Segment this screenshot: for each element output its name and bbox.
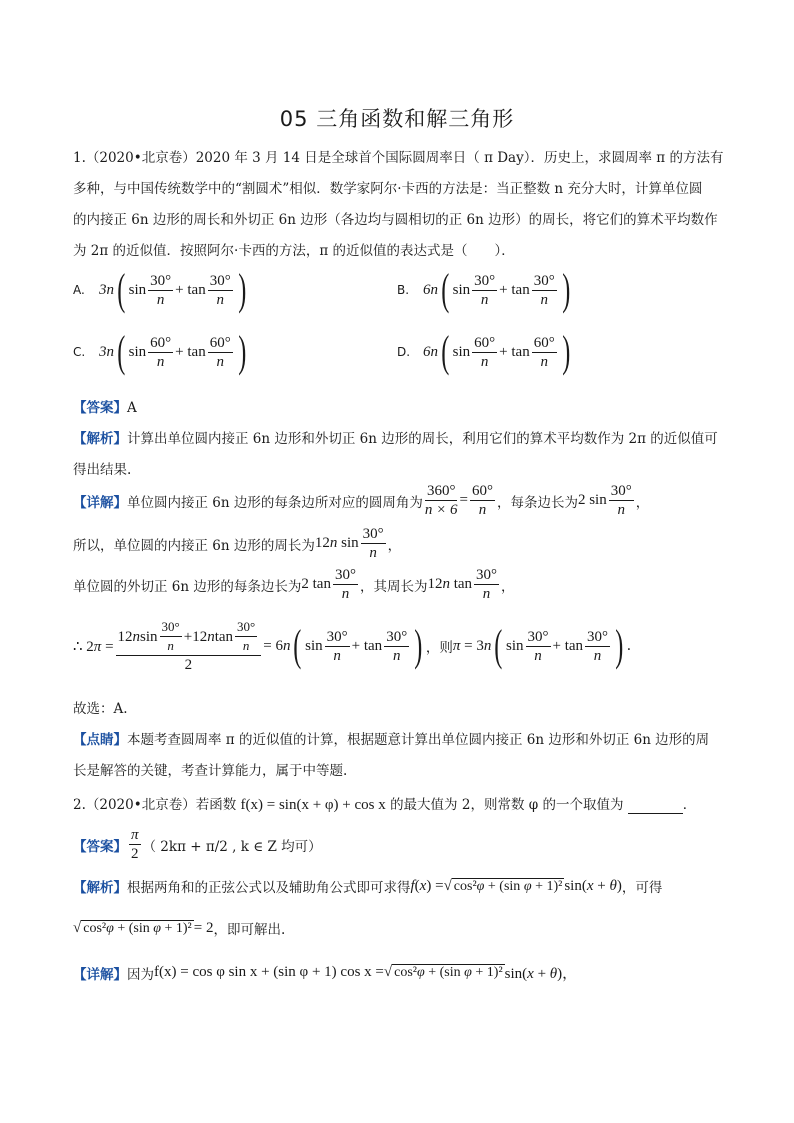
detail-text-4mid: ，则 [425, 640, 453, 656]
q2-analysis-text-1b: ，可得 [621, 880, 663, 896]
q2-answer-tag: 【答案】 [73, 838, 127, 855]
option-c[interactable]: C. 3n ( sin $\frac{60^\circ}{n}$ + tan $\frac{60^\circ}{n}$ ) [73, 327, 247, 376]
option-b[interactable]: B. 6n ( sin $\frac{30^\circ}{n}$ + tan $\frac{30^\circ}{n}$ ) [397, 265, 571, 314]
option-d-deg-1: 60° [474, 334, 496, 351]
answer-tag: 【答案】 [73, 400, 127, 416]
q1-detail-1: 【详解】 单位圆内接正 6n 边形的每条边所对应的圆周角为 $\frac{360^\circ}{n \times 6}$ = $\frac{60^\circ}{n}$ ，每条边长为 2 sin $\frac{30^\circ}{n}$ ， [73, 483, 650, 518]
analysis-tag: 【解析】 [73, 431, 127, 447]
q1-analysis [73, 427, 718, 447]
option-c-label: C. [73, 345, 86, 359]
detail-text-2: 所以，单位圆的内接正 6n 边形的周长为 [73, 537, 315, 554]
q1-line-4: 为 2π 的近似值．按照阿尔·卡西的方法，π 的近似值的表达式是（ ）． [73, 243, 515, 259]
q2-answer-note: （ 2kπ + π/2 , k ∈ Z 均可） [142, 838, 322, 855]
q2-text-1b: 的最大值为 2，则常数 φ 的一个取值为 [390, 797, 624, 813]
q2-detail-tag: 【详解】 [73, 966, 127, 983]
note-tag: 【点睛】 [73, 732, 127, 748]
detail-tag: 【详解】 [73, 494, 127, 511]
option-a-coef: 3n [99, 281, 114, 298]
answer-blank[interactable] [628, 799, 683, 814]
q2-detail-expr: f(x) = cos φ sin x + (sin φ + 1) cos x = [154, 964, 384, 980]
q2-func: f(x) = sin(x + φ) + cos x [240, 797, 386, 813]
q1-line-3: 的内接正 6n 边形的周长和外切正 6n 边形（各边均与圆相切的正 6n 边形）的周长，将它们的算术平均数作 [73, 212, 718, 228]
q2-analysis-text-2b: ，即可解出. [213, 922, 286, 938]
option-a-deg-2: 30° [209, 272, 231, 289]
page-title: 05 三角函数和解三角形 [279, 107, 515, 131]
detail-text-1b: ，每条边长为 [496, 494, 578, 511]
q1-detail-3: 单位圆的外切正 6n 边形的每条边长为 2 tan $\frac{30^\circ}{n}$ ，其周长为 12n tan $\frac{30^\circ}{n}$ ， [73, 567, 515, 602]
option-b-coef: 6n [423, 281, 438, 298]
q1-line-2: 多种，与中国传统数学中的“割圆术”相似．数学家阿尔·卡西的方法是：当正整数 n 充分大时，计算单位圆 [73, 181, 703, 197]
q1-answer [73, 396, 137, 416]
q1-detail-2: 所以，单位圆的内接正 6n 边形的周长为 12n sin $\frac{30^\circ}{n}$ ， [73, 526, 402, 561]
q1-note [73, 728, 709, 748]
detail-text-3b: ，其周长为 [359, 578, 428, 595]
q2-analysis-2: √ cos²φ + (sin φ + 1)² = 2 ，即可解出. [73, 919, 286, 938]
option-b-deg-2: 30° [533, 272, 555, 289]
option-d-coef: 6n [423, 343, 438, 360]
option-d[interactable]: D. 6n ( sin $\frac{60^\circ}{n}$ + tan $\frac{60^\circ}{n}$ ) [397, 327, 571, 376]
q1-choose: 故选：A. [73, 701, 128, 717]
q2-answer: 【答案】 $\frac{\pi}{2}$ （ 2kπ + π/2 , k ∈ Z 均可） [73, 827, 322, 862]
q2-line-1: 2.（2020•北京卷）若函数 f(x) = sin(x + φ) + cos x 的最大值为 2，则常数 φ 的一个取值为 ． [73, 797, 697, 813]
option-a-deg-1: 30° [150, 272, 172, 289]
q2-detail-text: 因为 [127, 966, 154, 983]
detail-text-1c: ， [635, 494, 650, 511]
option-d-deg-2: 60° [533, 334, 555, 351]
q1-line-1: 1.（2020•北京卷）2020 年 3 月 14 日是全球首个国际圆周率日（ π Day）．历史上，求圆周率 π 的方法有 [73, 150, 724, 166]
q1-detail-4: ∴ 2π = 12 n sin $\frac{30^\circ}{n}$ +12 n tan $\frac{30^\circ}{n}$ 2 = 6n ( sin $\frac{30^\circ}{n}$ + tan $\frac{30^\circ}{n}$ ) ，则 π = 3n ( sin $\frac{30^\circ}{n}$ + tan $\frac{30^\circ}{n}$ ) . [73, 619, 631, 673]
option-d-label: D. [397, 345, 411, 359]
option-c-deg-1: 60° [150, 334, 172, 351]
q2-analysis-text-1: 根据两角和的正弦公式以及辅助角公式即可求得 [127, 880, 411, 896]
q1-analysis-2: 得出结果. [73, 462, 132, 478]
q2-text-1a: 2.（2020•北京卷）若函数 [73, 797, 237, 813]
option-b-deg-1: 30° [474, 272, 496, 289]
answer-value: A [127, 400, 137, 416]
analysis-text-1: 计算出单位圆内接正 6n 边形和外切正 6n 边形的周长，利用它们的算术平均数作为 2π 的近似值可 [127, 431, 718, 447]
option-c-coef: 3n [99, 343, 114, 360]
detail-text-3a: 单位圆的外切正 6n 边形的每条边长为 [73, 578, 302, 595]
option-a-label: A. [73, 283, 85, 297]
option-c-deg-2: 60° [209, 334, 231, 351]
q2-analysis-tag: 【解析】 [73, 880, 127, 896]
q2-detail: 【详解】 因为 f(x) = cos φ sin x + (sin φ + 1) cos x = √ cos²φ + (sin φ + 1)² sin(x + θ)， [73, 964, 578, 983]
option-b-label: B. [397, 283, 410, 297]
note-text-1: 本题考查圆周率 π 的近似值的计算，根据题意计算出单位圆内接正 6n 边形和外切正 6n 边形的周 [127, 732, 710, 748]
option-a[interactable]: A. 3n ( sin $\frac{30^\circ}{n}$ + tan $\frac{30^\circ}{n}$ ) [73, 265, 247, 314]
detail-text-1a: 单位圆内接正 6n 边形的每条边所对应的圆周角为 [127, 494, 423, 511]
q2-analysis: 【解析】 根据两角和的正弦公式以及辅助角公式即可求得 f(x) = √ cos²φ + (sin φ + 1)² sin(x + θ) ，可得 [73, 877, 663, 896]
q1-note-2: 长是解答的关键，考查计算能力，属于中等题. [73, 763, 348, 779]
